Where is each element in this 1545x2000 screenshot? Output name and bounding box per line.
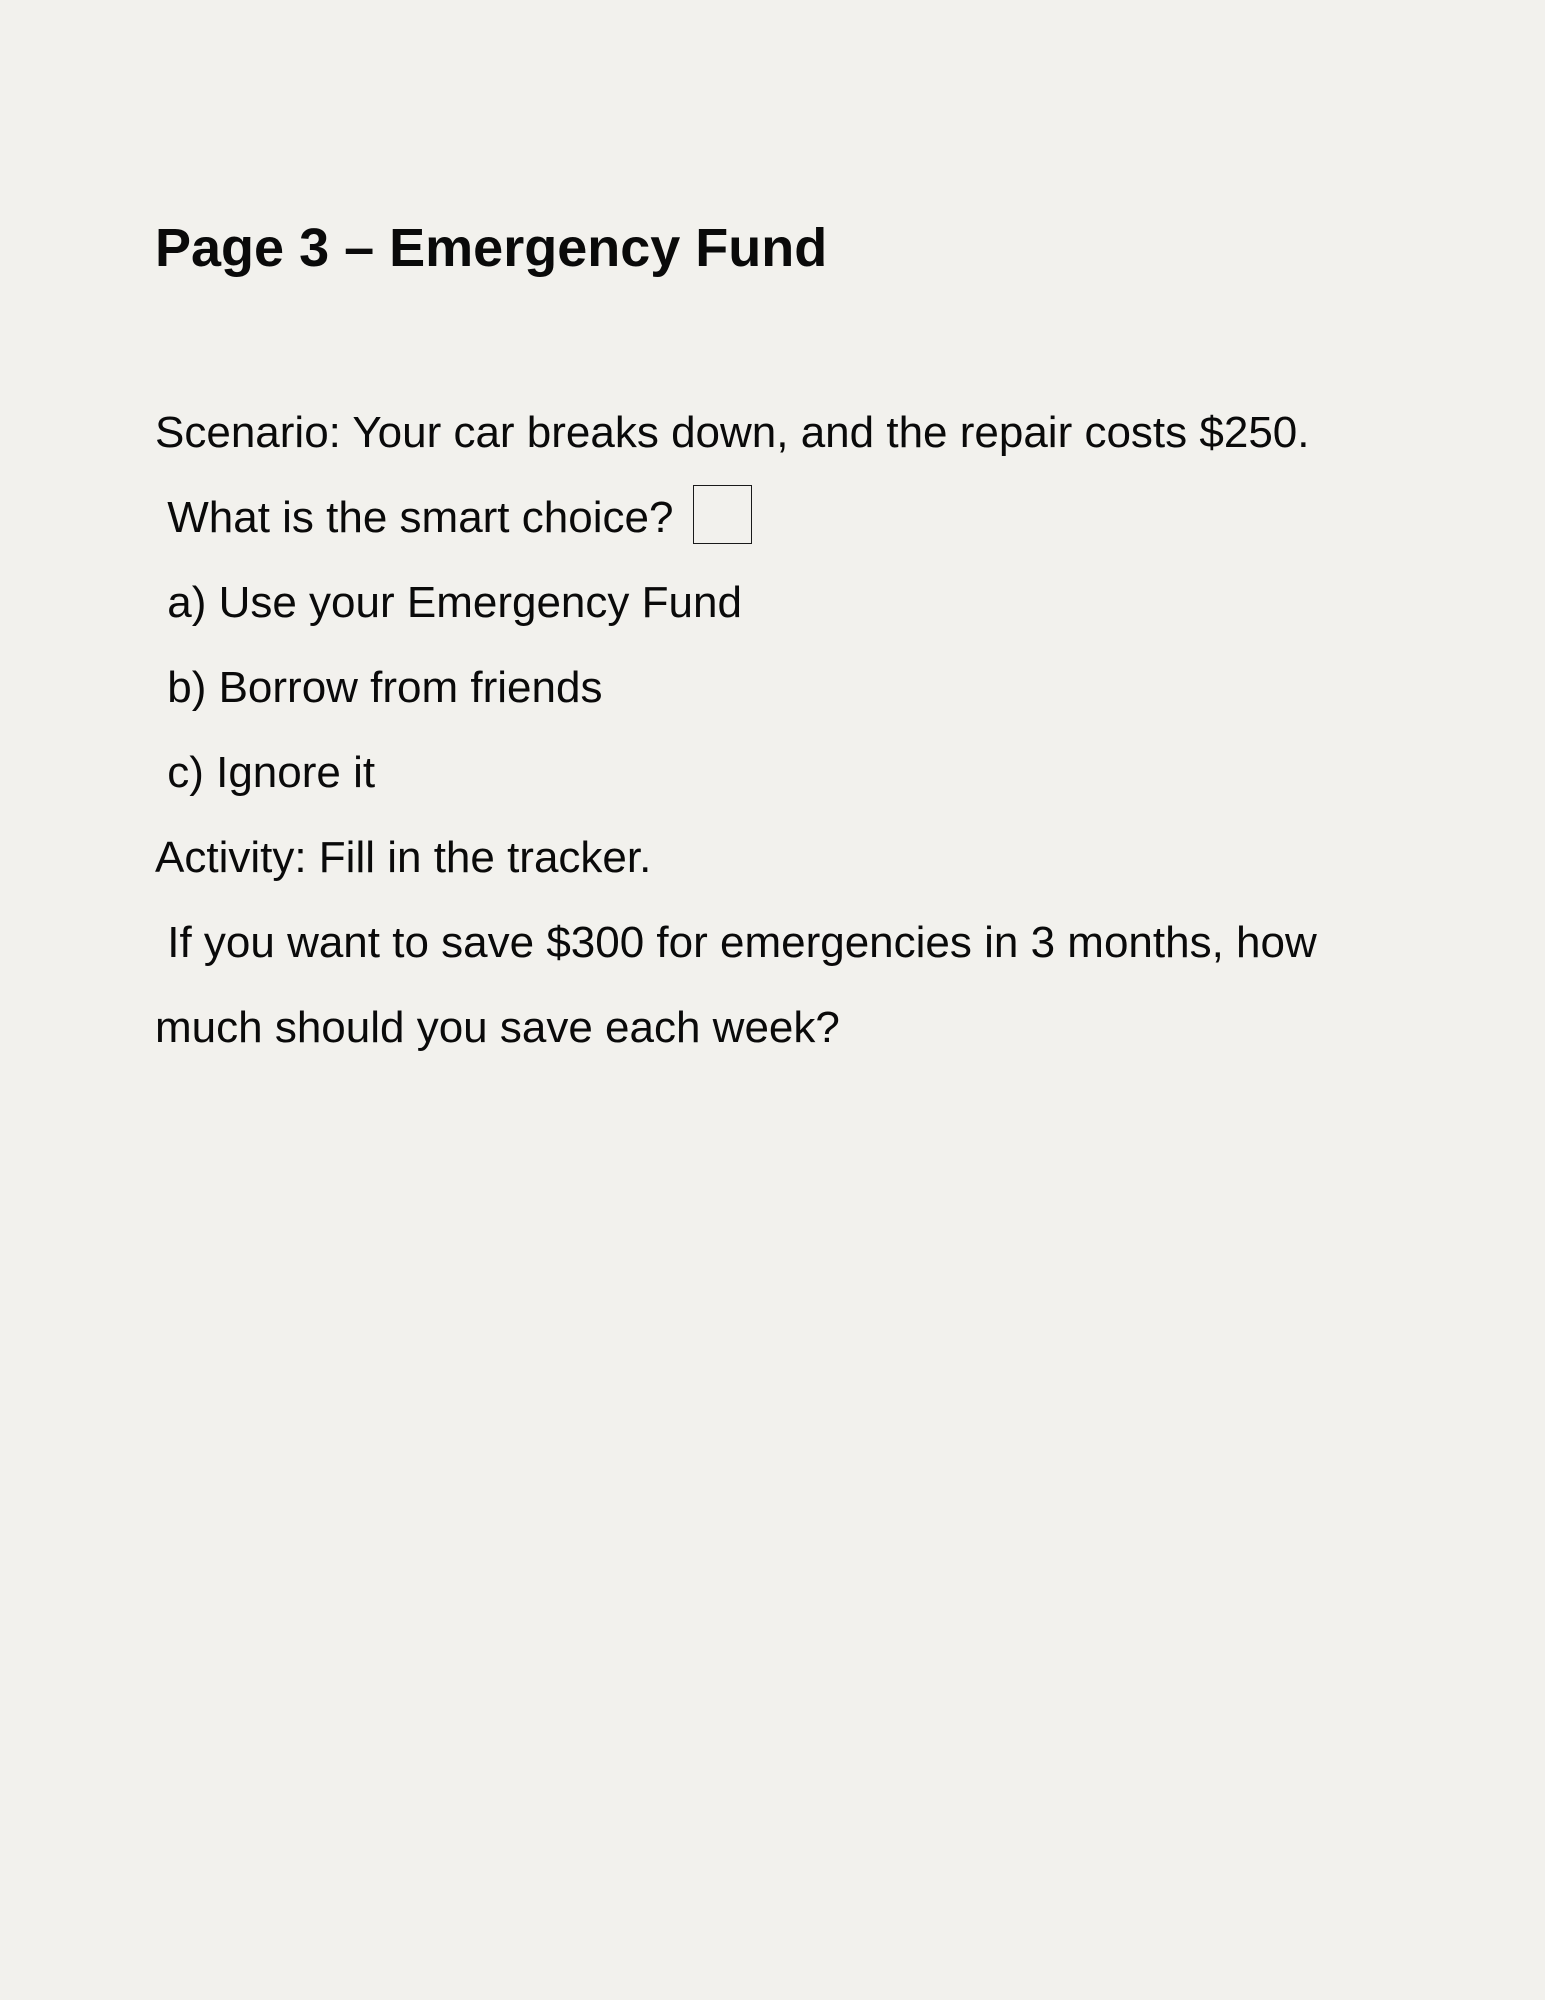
question-text: What is the smart choice? bbox=[155, 493, 674, 542]
answer-checkbox[interactable] bbox=[693, 485, 752, 544]
activity-heading: Activity: Fill in the tracker. bbox=[155, 833, 652, 882]
option-a: a) Use your Emergency Fund bbox=[155, 578, 742, 627]
activity-prompt-line-2: much should you save each week? bbox=[155, 1003, 840, 1052]
question-line bbox=[155, 475, 1317, 560]
scenario-text: Scenario: Your car breaks down, and the repair costs $250. bbox=[155, 408, 1310, 457]
option-b: b) Borrow from friends bbox=[155, 663, 603, 712]
page-content bbox=[155, 390, 1317, 1070]
page-title: Page 3 – Emergency Fund bbox=[155, 218, 828, 278]
option-c: c) Ignore it bbox=[155, 748, 376, 797]
activity-prompt-line-1: If you want to save $300 for emergencies in 3 months, how bbox=[155, 918, 1317, 967]
